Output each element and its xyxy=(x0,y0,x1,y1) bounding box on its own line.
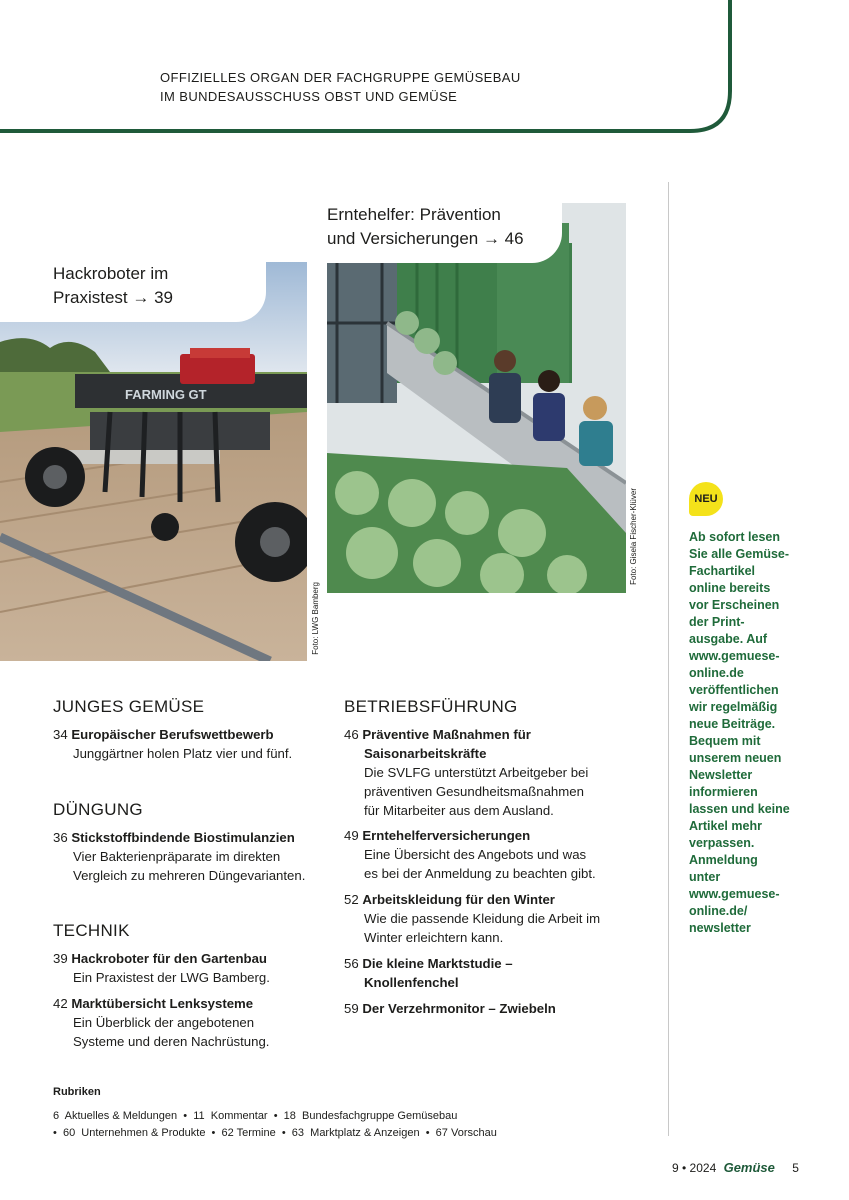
toc-entry-title: Arbeitskleidung für den Winter xyxy=(362,892,555,907)
sidebar-line: Ab sofort lesen xyxy=(689,530,780,544)
toc-entry-title: Die kleine Marktstudie – xyxy=(362,956,513,971)
toc-entry-desc: Junggärtner holen Platz vier und fünf. xyxy=(73,746,293,761)
toc-entry-36[interactable]: 36 Stickstoffbindende Biostimulanzien Vier Bakterienpräparate im direkten Vergleich zu mehreren Düngevarianten. xyxy=(53,828,343,885)
header-line-2: IM BUNDESAUSSCHUSS OBST UND GEMÜSE xyxy=(160,89,458,104)
toc-entry-desc: Eine Übersicht des Angebots und was xyxy=(364,847,587,862)
column-divider xyxy=(668,182,669,1136)
toc-entry-title: Der Verzehrmonitor – Zwiebeln xyxy=(362,1001,556,1016)
sidebar-line: ausgabe. Auf xyxy=(689,632,768,646)
section-title-duengung: DÜNGUNG xyxy=(53,800,143,819)
toc-entry-title: Stickstoffbindende Biostimulanzien xyxy=(71,830,295,845)
rubriken-line-1: 6 Aktuelles & Meldungen • 11 Kommentar • 18 Bundesfachgruppe Gemüsebau xyxy=(53,1110,458,1122)
toc-entry-39[interactable]: 39 Hackroboter für den Gartenbau Ein Praxistest der LWG Bamberg. xyxy=(53,949,333,987)
toc-entry-desc: Vier Bakterienpräparate im direkten xyxy=(73,849,281,864)
section-title-betriebsfuehrung: BETRIEBSFÜHRUNG xyxy=(344,697,518,716)
footer xyxy=(672,1160,799,1175)
toc-entry-52[interactable]: 52 Arbeitskleidung für den Winter Wie die passende Kleidung die Arbeit im Winter erleichtern kann. xyxy=(344,890,644,947)
sidebar-line: unter xyxy=(689,870,721,884)
toc-entry-title-cont: Knollenfenchel xyxy=(364,975,459,990)
sidebar-line: vor Erscheinen xyxy=(689,598,780,612)
toc-entry-desc: Wie die passende Kleidung die Arbeit im xyxy=(364,911,601,926)
sidebar-line: wir regelmäßig xyxy=(689,700,778,714)
caption-erntehelfer-line-2: und Versicherungen → 46 xyxy=(327,229,524,248)
toc-entry-46[interactable]: 46 Präventive Maßnahmen für Saisonarbeitskräfte Die SVLFG unterstützt Arbeitgeber bei präventiven Gesundheitsmaßnahmen für Mitarbeiter aus dem Ausland. xyxy=(344,725,644,820)
sidebar-line: Sie alle Gemüse- xyxy=(689,547,790,561)
toc-entry-desc: Systeme und deren Nachrüstung. xyxy=(73,1034,270,1049)
toc-entry-desc: Vergleich zu mehreren Düngevarianten. xyxy=(73,868,306,883)
sidebar-line: online.de/ xyxy=(689,904,748,918)
sidebar-line: lassen und keine xyxy=(689,802,790,816)
toc-entry-56[interactable]: 56 Die kleine Marktstudie – Knollenfenchel xyxy=(344,954,644,992)
toc-entry-desc: präventiven Gesundheitsmaßnahmen xyxy=(364,784,584,799)
sidebar-line: Artikel mehr xyxy=(689,819,762,833)
sidebar-line: online.de xyxy=(689,666,744,680)
section-title-junges-gemuese: JUNGES GEMÜSE xyxy=(53,697,205,716)
sidebar-line: unserem neuen xyxy=(689,751,782,765)
caption-hackroboter xyxy=(0,258,266,322)
sidebar-line: verpassen. xyxy=(689,836,755,850)
footer-brand-logo: Gemüse xyxy=(723,1160,775,1175)
toc-entry-title-cont: Saisonarbeitskräfte xyxy=(364,746,487,761)
sidebar-line: www.gemuese- xyxy=(689,649,780,663)
sidebar-line: Fachartikel xyxy=(689,564,756,578)
sidebar-line: Anmeldung xyxy=(689,853,758,867)
toc-entry-title: Marktübersicht Lenksysteme xyxy=(71,996,254,1011)
caption-erntehelfer xyxy=(327,203,562,263)
caption-erntehelfer-line-1: Erntehelfer: Prävention xyxy=(327,205,501,224)
machine-label: FARMING GT xyxy=(125,387,207,402)
rubriken-line-2: • 60 Unternehmen & Produkte • 62 Termine • 63 Marktplatz & Anzeigen • 67 Vorschau xyxy=(53,1127,497,1139)
caption-hackroboter-line-2: Praxistest → 39 xyxy=(53,288,173,307)
footer-issue: 9 • 2024 xyxy=(672,1161,717,1175)
sidebar-line: Newsletter xyxy=(689,768,753,782)
toc-entry-desc: für Mitarbeiter aus dem Ausland. xyxy=(364,803,554,818)
toc-entry-desc: Ein Überblick der angebotenen xyxy=(73,1015,255,1030)
sidebar-line: informieren xyxy=(689,785,758,799)
caption-hackroboter-line-1: Hackroboter im xyxy=(53,264,169,283)
rubriken-label: Rubriken xyxy=(53,1086,101,1098)
sidebar-line: neue Beiträge. xyxy=(689,717,776,731)
toc-entry-title: Erntehelferversicherungen xyxy=(362,828,531,843)
sidebar-newsletter-notice xyxy=(689,529,839,937)
header-line-1: OFFIZIELLES ORGAN DER FACHGRUPPE GEMÜSEBAU xyxy=(160,70,521,85)
sidebar-line: der Print- xyxy=(689,615,745,629)
toc-entry-desc: Winter erleichtern kann. xyxy=(364,930,504,945)
toc-entry-42[interactable]: 42 Marktübersicht Lenksysteme Ein Überblick der angebotenen Systeme und deren Nachrüstung. xyxy=(53,994,333,1051)
toc-entry-59[interactable]: 59 Der Verzehrmonitor – Zwiebeln xyxy=(344,1001,556,1016)
section-title-technik: TECHNIK xyxy=(53,921,130,940)
toc-entry-desc: Ein Praxistest der LWG Bamberg. xyxy=(73,970,270,985)
toc-entry-desc: Die SVLFG unterstützt Arbeitgeber bei xyxy=(364,765,589,780)
sidebar-line: Bequem mit xyxy=(689,734,761,748)
sidebar-line: newsletter xyxy=(689,921,751,935)
neu-badge: NEU xyxy=(689,482,723,516)
toc-entry-title: Hackroboter für den Gartenbau xyxy=(71,951,267,966)
toc-entry-desc: es bei der Anmeldung zu beachten gibt. xyxy=(364,866,596,881)
header-masthead xyxy=(160,68,521,106)
photo-credit-right: Foto: Gisela Fischer-Klüver xyxy=(629,488,638,585)
sidebar-line: www.gemuese- xyxy=(689,887,780,901)
toc-entry-49[interactable]: 49 Erntehelferversicherungen Eine Übersicht des Angebots und was es bei der Anmeldung zu beachten gibt. xyxy=(344,826,644,883)
toc-entry-title: Präventive Maßnahmen für xyxy=(362,727,531,742)
photo-credit-left: Foto: LWG Bamberg xyxy=(311,582,320,655)
page-number: 5 xyxy=(792,1161,799,1175)
sidebar-line: veröffentlichen xyxy=(689,683,779,697)
toc-entry-34[interactable]: 34 Europäischer Berufswettbewerb Junggärtner holen Platz vier und fünf. xyxy=(53,725,333,763)
toc-entry-title: Europäischer Berufswettbewerb xyxy=(71,727,274,742)
sidebar-line: online bereits xyxy=(689,581,771,595)
